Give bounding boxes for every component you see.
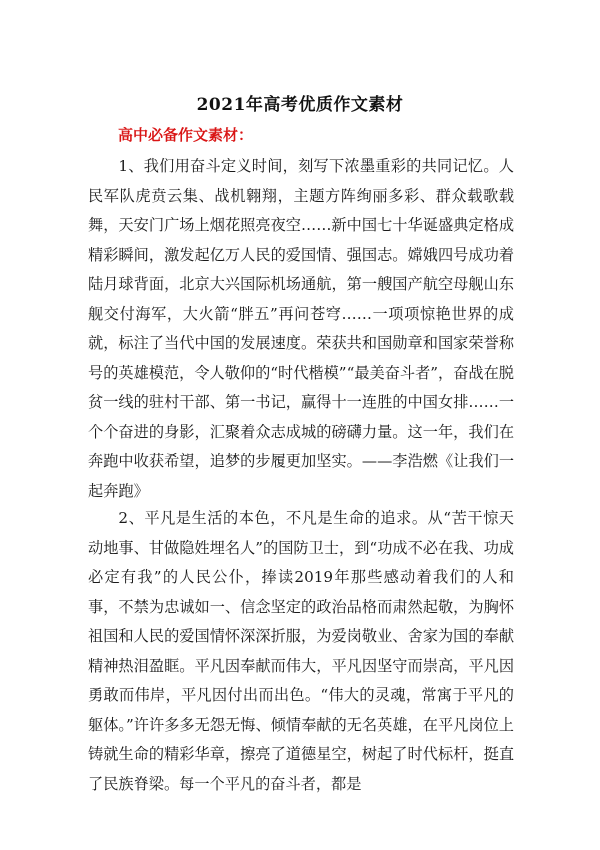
section-subheading: 高中必备作文素材： [118,126,254,144]
document-title: 2021年高考优质作文素材 [196,95,404,115]
paragraph-2: 2、平凡是生活的本色，不凡是生命的追求。从“苦干惊天动地事、甘做隐姓埋名人”的国防卫士，到“功成不必在我、功成必定有我”的人民公仆，捧读2019年那些感动着我们的人和事，不禁为忠诚如一、信念坚定的政治品格而肃然起敬，为胸怀祖国和人民的爱国情怀深深折服，为爱岗敬业、舍家为国的奉献精神热泪盈眶。平凡因奉献而伟大，平凡因坚守而崇高，平凡因勇敢而伟岸，平凡因付出而出色。“伟大的灵魂，常寓于平凡的躯体。”许许多多无怨无悔、倾情奉献的无名英雄，在平凡岗位上铸就生命的精彩华章，擦亮了道德星空，树起了时代标杆，挺直了民族脊梁。每一个平凡的奋斗者，都是 [88,509,514,793]
paragraph-1: 1、我们用奋斗定义时间，刻写下浓墨重彩的共同记忆。人民军队虎贲云集、战机翱翔，主题方阵绚丽多彩、群众载歌载舞，天安门广场上烟花照亮夜空……新中国七十华诞盛典定格成精彩瞬间，激发起亿万人民的爱国情、强国志。嫦娥四号成功着陆月球背面，北京大兴国际机场通航，第一艘国产航空母舰山东舰交付海军，大火箭“胖五”再问苍穹……一项项惊艳世界的成就，标注了当代中国的发展速度。荣获共和国勋章和国家荣誉称号的英雄模范，令人敬仰的“时代楷模”“最美奋斗者”，奋战在脱贫一线的驻村干部、第一书记，赢得十一连胜的中国女排……一个个奋进的身影，汇聚着众志成城的磅礴力量。这一年，我们在奔跑中收获希望，追梦的步履更加坚实。——李浩燃《让我们一起奔跑》 [88,157,514,500]
